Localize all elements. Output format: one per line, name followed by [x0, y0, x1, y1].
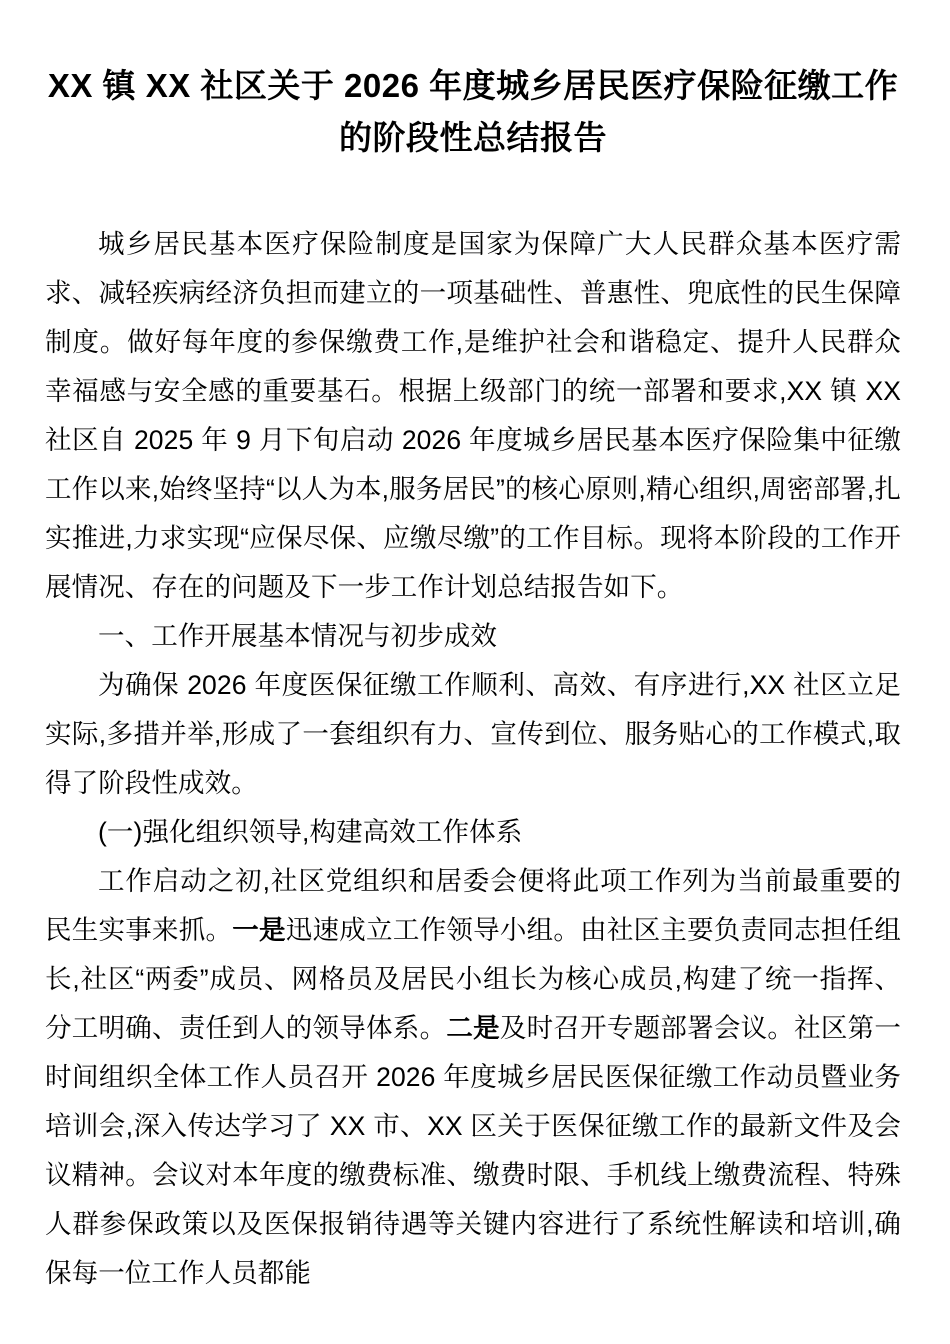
body-text-run: 迅速成立工作领导小组。由社区主要负责同志担任组长,社区“两委”成员、网格员及居民小组长为核心成员,构建了统一指挥、分工明确、责任到人的领导体系。 — [45, 915, 901, 1043]
body-text-run: 及时召开专题部署会议。社区第一时间组织全体工作人员召开 2026 年度城乡居民医保征缴工作动员暨业务培训会,深入传达学习了 XX 市、XX 区关于医保征缴工作的最新文件及会议精神。会议对本年度的缴费标准、缴费时限、手机线上缴费流程、特殊人群参保政策以及医保报销待遇等关键内容进行了系统性解读和培训,确保每一位工作人员都能 — [45, 1013, 902, 1288]
emphasis-text: 二是 — [446, 1013, 500, 1043]
body-text-run: 工作启动之初,社区党组织和居委会便将此项工作列为当前最重要的民生实事来抓。 — [45, 866, 901, 945]
page-title: XX 镇 XX 社区关于 2026 年度城乡居民医疗保险征缴工作的阶段性总结报告 — [47, 67, 899, 156]
paragraph-intro: 城乡居民基本医疗保险制度是国家为保障广大人民群众基本医疗需求、减轻疾病经济负担而建立的一项基础性、普惠性、兜底性的民生保障制度。做好每年度的参保缴费工作,是维护社会和谐稳定、提升人民群众幸福感与安全感的重要基石。根据上级部门的统一部署和要求,XX 镇 XX 社区自 2025 年 9 月下旬启动 2026 年度城乡居民基本医疗保险集中征缴工作以来,始终坚持“以人为本,服务居民”的核心原则,精心组织,周密部署,扎实推进,力求实现“应保尽保、应缴尽缴”的工作目标。现将本阶段的工作开展情况、存在的问题及下一步工作计划总结报告如下。 — [45, 229, 901, 602]
paragraph-overview: 为确保 2026 年度医保征缴工作顺利、高效、有序进行,XX 社区立足实际,多措并举,形成了一套组织有力、宣传到位、服务贴心的工作模式,取得了阶段性成效。 — [45, 670, 901, 798]
emphasis-text: 一是 — [232, 915, 286, 945]
title-spacer — [45, 164, 901, 220]
paragraph-organization-detail — [45, 857, 901, 1298]
document-body — [45, 0, 901, 1298]
subsection-heading-one: (一)强化组织领导,构建高效工作体系 — [98, 817, 523, 847]
section-heading-one: 一、工作开展基本情况与初步成效 — [98, 621, 497, 651]
